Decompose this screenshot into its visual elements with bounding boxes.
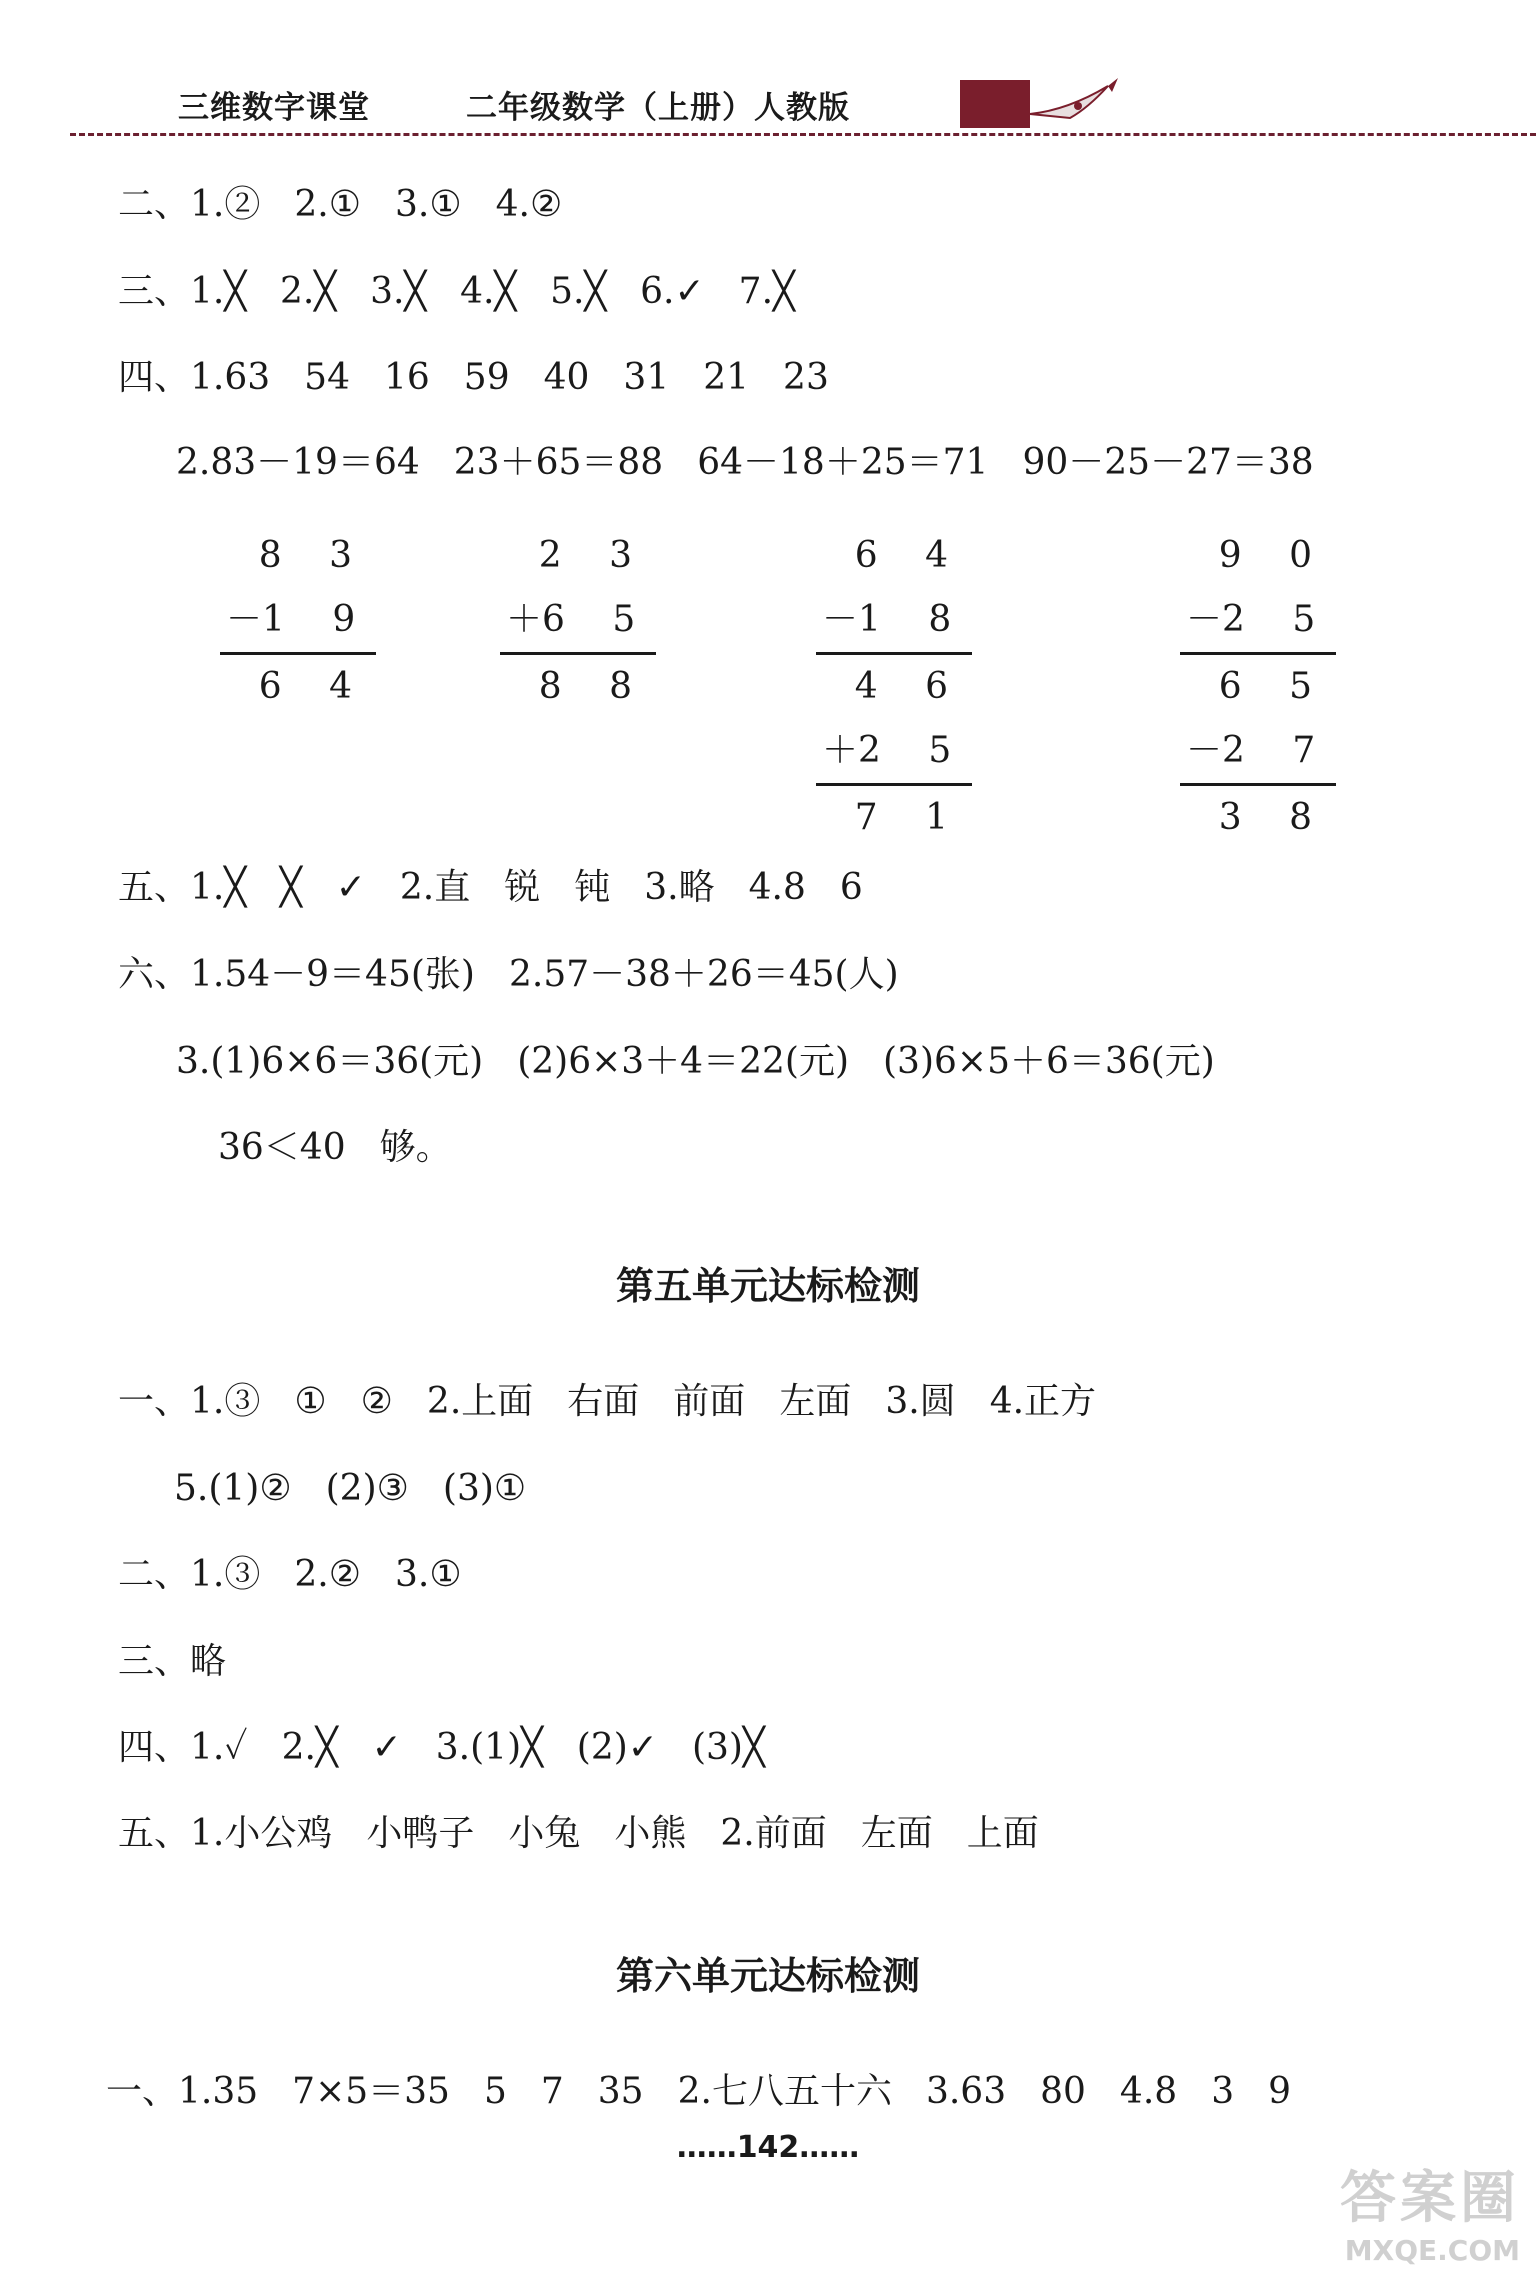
answer-item: 锐: [504, 867, 541, 908]
answer-item: 2.83－19＝64: [176, 442, 420, 483]
answer-line-er: [118, 183, 596, 227]
answer-item: 80: [1040, 2071, 1086, 2112]
answer-item: 35: [597, 2071, 644, 2112]
vertical-calc-3: [816, 524, 972, 850]
calc-number: 2 5: [858, 730, 970, 771]
unit5-title: 第五单元达标检测: [615, 1264, 920, 1308]
answer-line-san: [118, 270, 829, 314]
answer-item: 左面: [779, 1381, 852, 1422]
answer-item: 钝: [574, 867, 611, 908]
header-book-title: 二年级数学（上册）人教版: [466, 90, 850, 126]
calc-operator: －: [1186, 730, 1223, 771]
answer-item: 9: [1268, 2071, 1291, 2112]
calc-number: 2 3: [538, 535, 650, 576]
answer-item: 二、1.②: [118, 184, 261, 225]
calc-number: 2 7: [1222, 730, 1334, 771]
calc-row: [500, 588, 656, 652]
answer-item: 小鸭子: [366, 1813, 475, 1854]
calc-row: [1180, 524, 1336, 588]
answer-item: 36＜40: [218, 1127, 346, 1168]
calc-operator: －: [226, 599, 263, 640]
calc-number: 6 5: [1218, 666, 1330, 707]
answer-item: 23: [783, 357, 829, 398]
calc-number: 6 4: [258, 666, 370, 707]
calc-row: [816, 655, 972, 719]
unit5-si: [118, 1726, 799, 1770]
answer-item: (2)③: [325, 1468, 409, 1509]
vertical-calc-2: [500, 524, 656, 719]
answer-item: 二、1.③: [118, 1554, 261, 1595]
answer-item: 64－18＋25＝71: [697, 442, 989, 483]
answer-item: ╳: [280, 867, 302, 908]
answer-item: 16: [383, 357, 430, 398]
answer-item: (2)6×3＋4＝22(元): [517, 1041, 849, 1082]
calc-number: 2 5: [1222, 599, 1334, 640]
unit5-wu: [118, 1812, 1073, 1856]
answer-item: 6: [839, 867, 863, 908]
calc-number: 8 3: [258, 535, 370, 576]
answer-line-liu-3: [176, 1040, 1249, 1084]
answer-item: 三、略: [118, 1641, 227, 1682]
calc-row: [500, 655, 656, 719]
calc-number: 6 4: [854, 535, 966, 576]
answer-item: 三、1.╳: [118, 271, 247, 312]
answer-item: 4.8: [748, 867, 806, 908]
calc-row: [220, 524, 376, 588]
answer-item: 够。: [379, 1127, 452, 1168]
answer-item: 23＋65＝88: [453, 442, 664, 483]
unit6-title: 第六单元达标检测: [615, 1954, 920, 1998]
unit5-san: [118, 1640, 260, 1684]
answer-line-liu-1: [118, 953, 933, 997]
answer-item: ②: [360, 1381, 393, 1422]
answer-item: 5.(1)②: [174, 1468, 292, 1509]
answer-item: 3.圆: [885, 1381, 956, 1422]
answer-line-liu-4: [218, 1126, 486, 1170]
answer-item: 6.✓: [640, 271, 705, 312]
answer-item: 4.②: [495, 184, 563, 225]
answer-item: 一、1.35: [106, 2071, 259, 2112]
answer-item: 3.(1)╳: [435, 1727, 543, 1768]
answer-item: 上面: [966, 1813, 1039, 1854]
answer-item: 3.①: [394, 184, 462, 225]
answer-item: 右面: [567, 1381, 640, 1422]
calc-row: [816, 719, 972, 783]
calc-row: [1180, 655, 1336, 719]
answer-item: 4.8: [1119, 2071, 1178, 2112]
answer-item: ①: [294, 1381, 327, 1422]
calc-operator: －: [1186, 599, 1223, 640]
calc-number: 6 5: [542, 599, 654, 640]
page-number: ……142……: [676, 2130, 860, 2165]
calc-row: [1180, 588, 1336, 652]
calc-operator: －: [822, 599, 859, 640]
calc-number: 9 0: [1218, 535, 1330, 576]
calc-number: 7 1: [854, 797, 966, 838]
unit5-er: [118, 1553, 496, 1597]
answer-item: 59: [463, 357, 510, 398]
answer-item: (2)✓: [576, 1727, 658, 1768]
answer-item: 7.╳: [738, 271, 795, 312]
watermark-text: 答案圈: [1340, 2166, 1520, 2231]
answer-item: 2.直: [399, 867, 471, 908]
calc-operator: ＋: [822, 730, 859, 771]
answer-item: 一、1.③: [118, 1381, 261, 1422]
calc-number: 8 8: [538, 666, 650, 707]
calc-row: [1180, 786, 1336, 850]
calc-row: [816, 786, 972, 850]
answer-item: 3.略: [644, 867, 715, 908]
answer-item: 54: [304, 357, 350, 398]
answer-item: 五、1.╳: [118, 867, 247, 908]
calc-number: 3 8: [1218, 797, 1330, 838]
watermark-url: MXQE.COM: [1344, 2234, 1520, 2267]
answer-item: 7: [540, 2071, 564, 2112]
answer-item: 六、1.54－9＝45(张): [118, 954, 475, 995]
calc-operator: ＋: [506, 599, 543, 640]
watermark: [1340, 2154, 1520, 2267]
calc-row: [816, 524, 972, 588]
answer-item: 3.63: [925, 2071, 1007, 2112]
rocket-logo: [958, 74, 1128, 134]
calc-number: 1 9: [262, 599, 374, 640]
answer-item: 前面: [673, 1381, 746, 1422]
answer-item: (3)6×5＋6＝36(元): [883, 1041, 1215, 1082]
answer-line-wu: [118, 866, 897, 910]
calc-row: [220, 655, 376, 719]
answer-item: 2.╳: [280, 271, 337, 312]
answer-item: 5: [483, 2071, 507, 2112]
answer-item: 3: [1211, 2071, 1235, 2112]
header-divider: [70, 133, 1536, 136]
answer-item: 90－25－27＝38: [1022, 442, 1314, 483]
calc-number: 1 8: [858, 599, 970, 640]
calc-row: [816, 588, 972, 652]
answer-item: 小熊: [614, 1813, 687, 1854]
calc-number: 4 6: [854, 666, 966, 707]
answer-item: 21: [703, 357, 750, 398]
answer-item: 2.①: [294, 184, 361, 225]
calc-row: [220, 588, 376, 652]
answer-item: ✓: [335, 867, 366, 908]
answer-item: 31: [623, 357, 670, 398]
answer-item: 4.╳: [460, 271, 517, 312]
answer-item: 四、1.63: [118, 357, 271, 398]
answer-item: 3.╳: [370, 271, 427, 312]
answer-item: 左面: [860, 1813, 933, 1854]
vertical-calc-4: [1180, 524, 1336, 850]
answer-item: ✓: [371, 1727, 402, 1768]
answer-item: 2.上面: [426, 1381, 534, 1422]
answer-item: 4.正方: [989, 1381, 1097, 1422]
calc-row: [500, 524, 656, 588]
vertical-calc-1: [220, 524, 376, 719]
answer-item: 五、1.小公鸡: [118, 1813, 333, 1854]
answer-item: 四、1.✓: [118, 1727, 248, 1768]
answer-item: 2.╳: [281, 1727, 338, 1768]
answer-item: 7×5＝35: [292, 2071, 450, 2112]
answer-item: 2.七八五十六: [677, 2071, 892, 2112]
answer-item: 3.(1)6×6＝36(元): [176, 1041, 484, 1082]
answer-item: (3)╳: [691, 1727, 765, 1768]
answer-item: 小兔: [508, 1813, 581, 1854]
calc-row: [1180, 719, 1336, 783]
unit6-yi: [106, 2070, 1325, 2114]
answer-item: 2.②: [294, 1554, 361, 1595]
unit5-yi-5: [174, 1467, 560, 1511]
answer-item: (3)①: [442, 1468, 527, 1509]
header-brand: 三维数字课堂: [178, 90, 370, 126]
answer-item: 3.①: [394, 1554, 462, 1595]
answer-item: 5.╳: [550, 271, 607, 312]
answer-item: 40: [543, 357, 590, 398]
answer-line-si-2: [176, 441, 1348, 485]
unit5-yi-1: [118, 1380, 1130, 1424]
answer-line-si-1: [118, 356, 863, 400]
answer-item: 2.57－38＋26＝45(人): [508, 954, 899, 995]
answer-item: 2.前面: [720, 1813, 827, 1854]
